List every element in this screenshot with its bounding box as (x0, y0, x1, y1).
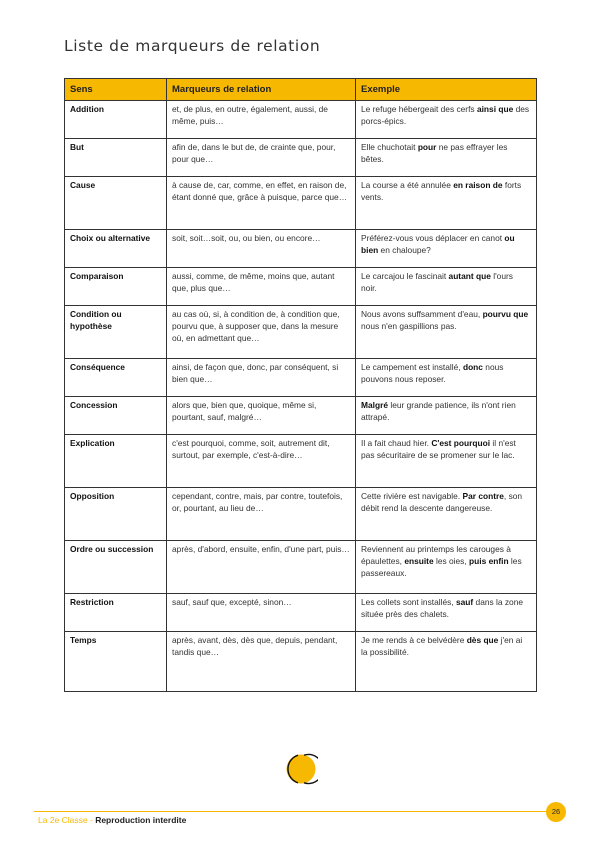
example-text: Reviennent au printemps les carouges à épaulettes, (361, 544, 511, 566)
cell-exemple (356, 435, 537, 488)
example-text: Les collets sont installés, (361, 597, 456, 607)
example-text: il n'est pas sécuritaire de se promener sur le lac. (361, 438, 516, 460)
example-text: Le refuge hébergeait des cerfs (361, 104, 477, 114)
table-row (65, 359, 537, 397)
cell-sens: Concession (65, 397, 167, 435)
table-header-row (65, 79, 537, 101)
header-sens: Sens (65, 79, 167, 101)
example-text: l'ours noir. (361, 271, 513, 293)
example-text: Il a fait chaud hier. (361, 438, 432, 448)
cell-sens: Condition ou hypothèse (65, 306, 167, 359)
example-text: Le campement est installé, (361, 362, 463, 372)
cell-marqueurs: alors que, bien que, quoique, même si, pourtant, sauf, malgré… (167, 397, 356, 435)
example-text: La course a été annulée (361, 180, 454, 190)
table-row (65, 177, 537, 230)
cell-sens: Explication (65, 435, 167, 488)
example-text: Cette rivière est navigable. (361, 491, 463, 501)
cell-marqueurs: ainsi, de façon que, donc, par conséquent, si bien que… (167, 359, 356, 397)
page-number: 26 (546, 802, 566, 822)
example-marker: Malgré (361, 400, 388, 410)
example-marker: dès que (466, 635, 499, 645)
example-text: nous pouvons nous reposer. (361, 362, 504, 384)
example-text: Le carcajou le fascinait (361, 271, 449, 281)
cell-sens: Opposition (65, 488, 167, 541)
cell-marqueurs: c'est pourquoi, comme, soit, autrement dit, surtout, par exemple, c'est-à-dire… (167, 435, 356, 488)
table-row (65, 101, 537, 139)
example-marker: puis enfin (469, 555, 509, 566)
footer-brand: La 2e Classe (38, 815, 88, 825)
example-text: des porcs-épics. (361, 104, 530, 126)
example-text: ne pas effrayer les bêtes. (361, 142, 508, 164)
cell-exemple (356, 139, 537, 177)
cell-sens: Ordre ou succession (65, 541, 167, 594)
example-marker: ou bien (361, 233, 515, 255)
table-row (65, 541, 537, 594)
cell-exemple (356, 541, 537, 594)
cell-sens: Temps (65, 632, 167, 692)
cell-exemple (356, 488, 537, 541)
footer-text (38, 815, 186, 825)
footer-divider (34, 811, 548, 812)
cell-sens: Restriction (65, 594, 167, 632)
cell-exemple (356, 594, 537, 632)
footer-rights: Reproduction interdite (95, 815, 187, 825)
cell-exemple (356, 230, 537, 268)
cell-marqueurs: après, avant, dès, dès que, depuis, pendant, tandis que… (167, 632, 356, 692)
example-text: en chaloupe? (378, 244, 431, 255)
table-row (65, 594, 537, 632)
example-text: les oies, (433, 555, 470, 566)
example-text: j'en ai la possibilité. (361, 635, 523, 657)
example-text: Elle chuchotait (361, 142, 418, 152)
example-text: dans la zone située près des chalets. (361, 597, 524, 619)
table-row (65, 230, 537, 268)
logo-icon (284, 752, 318, 786)
example-marker: C'est pourquoi (431, 438, 491, 448)
cell-sens: Cause (65, 177, 167, 230)
cell-sens: Choix ou alternative (65, 230, 167, 268)
header-exemple: Exemple (356, 79, 537, 101)
cell-sens: Addition (65, 101, 167, 139)
example-text: Préférez-vous vous déplacer en canot (361, 233, 505, 243)
example-marker: Par contre (462, 491, 504, 501)
cell-marqueurs: après, d'abord, ensuite, enfin, d'une part, puis… (167, 541, 356, 594)
table-row (65, 632, 537, 692)
example-marker: donc (462, 362, 483, 372)
table-row (65, 488, 537, 541)
cell-exemple (356, 268, 537, 306)
table-row (65, 397, 537, 435)
table-row (65, 139, 537, 177)
table-body (65, 101, 537, 692)
example-marker: sauf (455, 597, 474, 607)
cell-exemple (356, 397, 537, 435)
example-text: nous n'en gaspillions pas. (361, 320, 457, 331)
cell-sens: Conséquence (65, 359, 167, 397)
example-marker: en raison de (453, 180, 503, 190)
example-marker: pour (417, 142, 437, 152)
example-text: les passereaux. (361, 555, 522, 578)
cell-marqueurs: soit, soit…soit, ou, ou bien, ou encore… (167, 230, 356, 268)
cell-marqueurs: à cause de, car, comme, en effet, en raison de, étant donné que, grâce à puisque, parce que… (167, 177, 356, 230)
table-row (65, 268, 537, 306)
example-text: forts vents. (361, 180, 522, 202)
cell-sens: But (65, 139, 167, 177)
example-marker: autant que (448, 271, 491, 281)
cell-exemple (356, 632, 537, 692)
example-text: Nous avons suffsamment d'eau, (361, 309, 483, 319)
example-text: leur grande patience, ils n'ont rien attrapé. (361, 400, 516, 422)
cell-exemple (356, 177, 537, 230)
cell-marqueurs: au cas où, si, à condition de, à condition que, pourvu que, à supposer que, dans la mesure où, en admettant que… (167, 306, 356, 359)
cell-exemple (356, 101, 537, 139)
cell-sens: Comparaison (65, 268, 167, 306)
example-text: , son débit rend la descente dangereuse. (361, 491, 523, 513)
page-title: Liste de marqueurs de relation (64, 37, 321, 55)
table-row (65, 306, 537, 359)
cell-marqueurs: aussi, comme, de même, moins que, autant que, plus que… (167, 268, 356, 306)
cell-marqueurs: cependant, contre, mais, par contre, toutefois, or, pourtant, au lieu de… (167, 488, 356, 541)
cell-exemple (356, 306, 537, 359)
header-marqueurs: Marqueurs de relation (167, 79, 356, 101)
cell-marqueurs: et, de plus, en outre, également, aussi, de même, puis… (167, 101, 356, 139)
example-marker: ainsi que (476, 104, 514, 114)
cell-marqueurs: sauf, sauf que, excepté, sinon… (167, 594, 356, 632)
cell-exemple (356, 359, 537, 397)
example-text: Je me rends à ce belvédère (361, 635, 467, 645)
markers-table (64, 78, 537, 692)
table-row (65, 435, 537, 488)
example-marker: ensuite (404, 555, 434, 566)
cell-marqueurs: afin de, dans le but de, de crainte que, pour, pour que… (167, 139, 356, 177)
example-marker: pourvu que (482, 309, 529, 319)
footer-separator: - (87, 815, 96, 825)
